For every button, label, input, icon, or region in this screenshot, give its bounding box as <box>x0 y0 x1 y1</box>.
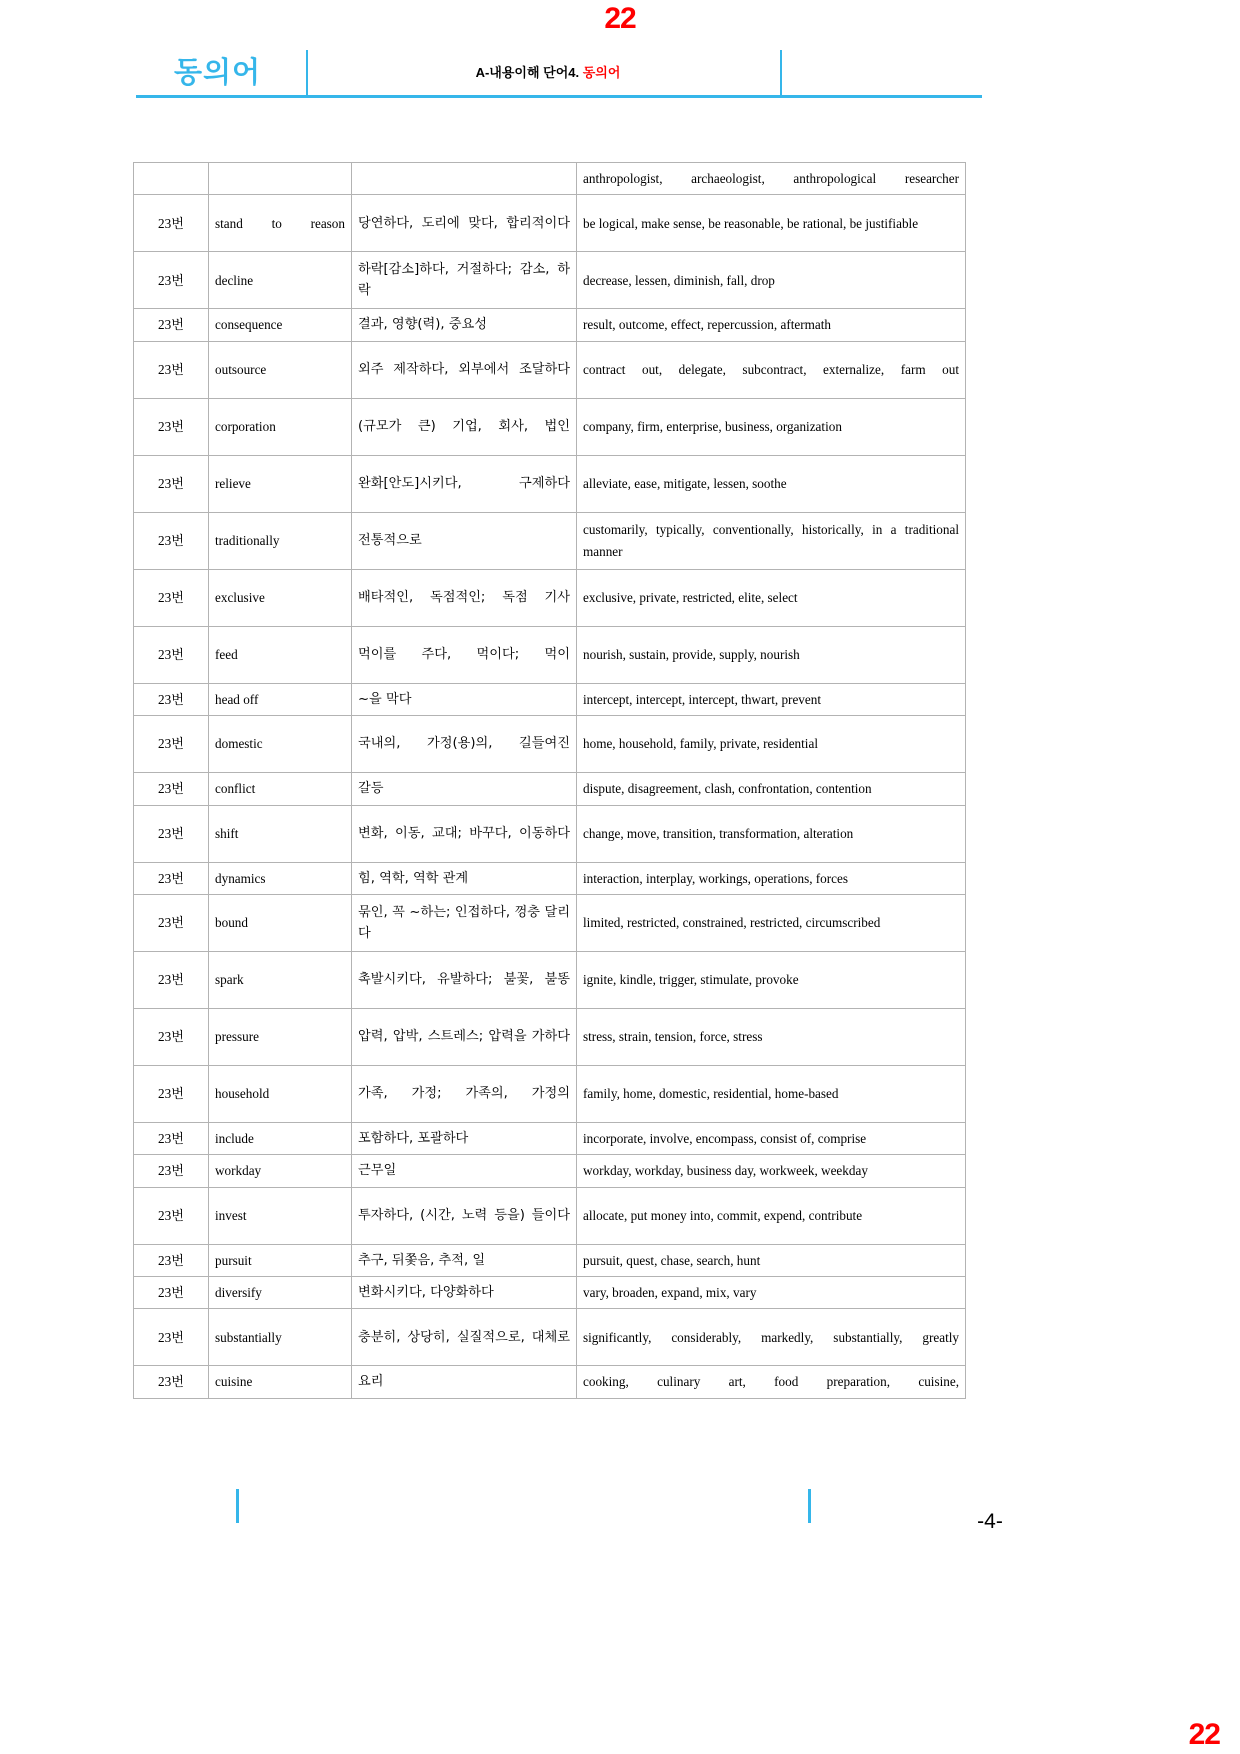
cell-number: 23번 <box>134 252 209 309</box>
cell-number: 23번 <box>134 309 209 341</box>
cell-synonyms: decrease, lessen, diminish, fall, drop <box>577 252 966 309</box>
footer-mark-right <box>808 1489 811 1523</box>
cell-korean-meaning: 요리 <box>352 1366 577 1398</box>
cell-english-word: traditionally <box>209 512 352 569</box>
cell-number: 23번 <box>134 398 209 455</box>
cell-english-word: invest <box>209 1187 352 1244</box>
table-row <box>134 398 966 455</box>
top-page-marker: 22 <box>604 2 636 35</box>
table-row <box>134 951 966 1008</box>
cell-korean-meaning: 결과, 영향(력), 중요성 <box>352 309 577 341</box>
cell-english-word: dynamics <box>209 862 352 894</box>
table-row <box>134 569 966 626</box>
page-number: -4- <box>977 1510 1003 1533</box>
vocabulary-table <box>133 162 966 1399</box>
cell-english-word: decline <box>209 252 352 309</box>
cell-english-word: outsource <box>209 341 352 398</box>
table-row <box>134 195 966 252</box>
cell-synonyms: customarily, typically, conventionally, historically, in a traditional manner <box>577 512 966 569</box>
table-row <box>134 1244 966 1276</box>
cell-synonyms: cooking, culinary art, food preparation, cuisine, <box>577 1366 966 1398</box>
page-header <box>136 48 982 98</box>
table-row <box>134 773 966 805</box>
cell-english-word: conflict <box>209 773 352 805</box>
table-row <box>134 1122 966 1154</box>
cell-korean-meaning: ~을 막다 <box>352 683 577 715</box>
table-row <box>134 309 966 341</box>
cell-english-word: feed <box>209 626 352 683</box>
cell-number: 23번 <box>134 773 209 805</box>
cell-korean-meaning: 근무일 <box>352 1155 577 1187</box>
cell-english-word: corporation <box>209 398 352 455</box>
cell-synonyms: be logical, make sense, be reasonable, be rational, be justifiable <box>577 195 966 252</box>
cell-english-word: pursuit <box>209 1244 352 1276</box>
cell-synonyms: allocate, put money into, commit, expend, contribute <box>577 1187 966 1244</box>
cell-number: 23번 <box>134 716 209 773</box>
table-row <box>134 626 966 683</box>
table-row <box>134 1309 966 1366</box>
cell-number: 23번 <box>134 1155 209 1187</box>
table-row <box>134 1277 966 1309</box>
cell-synonyms: dispute, disagreement, clash, confrontation, contention <box>577 773 966 805</box>
cell-number: 23번 <box>134 626 209 683</box>
cell-korean-meaning: 묶인, 꼭 ~하는; 인접하다, 껑충 달리다 <box>352 894 577 951</box>
cell-number: 23번 <box>134 951 209 1008</box>
cell-synonyms: company, firm, enterprise, business, organization <box>577 398 966 455</box>
cell-english-word: consequence <box>209 309 352 341</box>
cell-korean-meaning: 추구, 뒤쫓음, 추적, 일 <box>352 1244 577 1276</box>
cell-korean-meaning: 당연하다, 도리에 맞다, 합리적이다 <box>352 195 577 252</box>
cell-synonyms: vary, broaden, expand, mix, vary <box>577 1277 966 1309</box>
cell-english-word: cuisine <box>209 1366 352 1398</box>
cell-korean-meaning <box>352 163 577 195</box>
cell-synonyms: change, move, transition, transformation, alteration <box>577 805 966 862</box>
cell-number: 23번 <box>134 569 209 626</box>
table-row <box>134 805 966 862</box>
cell-number: 23번 <box>134 1008 209 1065</box>
cell-number: 23번 <box>134 1366 209 1398</box>
cell-english-word: bound <box>209 894 352 951</box>
bottom-page-marker: 22 <box>1188 1718 1220 1751</box>
cell-korean-meaning: 외주 제작하다, 외부에서 조달하다 <box>352 341 577 398</box>
cell-synonyms: result, outcome, effect, repercussion, aftermath <box>577 309 966 341</box>
cell-english-word: diversify <box>209 1277 352 1309</box>
table-row <box>134 894 966 951</box>
cell-number: 23번 <box>134 862 209 894</box>
cell-english-word: spark <box>209 951 352 1008</box>
cell-english-word <box>209 163 352 195</box>
cell-korean-meaning: 투자하다, (시간, 노력 등을) 들이다 <box>352 1187 577 1244</box>
cell-number: 23번 <box>134 894 209 951</box>
cell-korean-meaning: 촉발시키다, 유발하다; 불꽃, 불똥 <box>352 951 577 1008</box>
header-subtitle <box>316 62 780 81</box>
cell-synonyms: family, home, domestic, residential, home-based <box>577 1065 966 1122</box>
table-row <box>134 455 966 512</box>
table-row <box>134 512 966 569</box>
cell-korean-meaning: 하락[감소]하다, 거절하다; 감소, 하락 <box>352 252 577 309</box>
cell-synonyms: interaction, interplay, workings, operations, forces <box>577 862 966 894</box>
cell-korean-meaning: 먹이를 주다, 먹이다; 먹이 <box>352 626 577 683</box>
cell-synonyms: contract out, delegate, subcontract, externalize, farm out <box>577 341 966 398</box>
cell-korean-meaning: 완화[안도]시키다, 구제하다 <box>352 455 577 512</box>
cell-synonyms: exclusive, private, restricted, elite, select <box>577 569 966 626</box>
cell-korean-meaning: (규모가 큰) 기업, 회사, 법인 <box>352 398 577 455</box>
table-row <box>134 1155 966 1187</box>
cell-number: 23번 <box>134 1187 209 1244</box>
cell-number: 23번 <box>134 455 209 512</box>
cell-korean-meaning: 포함하다, 포괄하다 <box>352 1122 577 1154</box>
cell-synonyms: intercept, intercept, intercept, thwart, prevent <box>577 683 966 715</box>
cell-english-word: pressure <box>209 1008 352 1065</box>
header-divider-right <box>780 50 782 96</box>
cell-korean-meaning: 변화, 이동, 교대; 바꾸다, 이동하다 <box>352 805 577 862</box>
cell-number: 23번 <box>134 512 209 569</box>
cell-english-word: stand to reason <box>209 195 352 252</box>
cell-number: 23번 <box>134 341 209 398</box>
cell-english-word: household <box>209 1065 352 1122</box>
header-rule <box>136 95 982 98</box>
cell-synonyms: anthropologist, archaeologist, anthropological researcher <box>577 163 966 195</box>
cell-english-word: head off <box>209 683 352 715</box>
header-subtitle-highlight: 동의어 <box>582 65 621 80</box>
header-subtitle-main: A-내용이해 단어4. <box>475 65 580 80</box>
cell-synonyms: nourish, sustain, provide, supply, nourish <box>577 626 966 683</box>
cell-english-word: exclusive <box>209 569 352 626</box>
cell-korean-meaning: 갈등 <box>352 773 577 805</box>
table-row <box>134 1008 966 1065</box>
cell-english-word: domestic <box>209 716 352 773</box>
cell-korean-meaning: 배타적인, 독점적인; 독점 기사 <box>352 569 577 626</box>
cell-korean-meaning: 국내의, 가정(용)의, 길들여진 <box>352 716 577 773</box>
cell-korean-meaning: 압력, 압박, 스트레스; 압력을 가하다 <box>352 1008 577 1065</box>
cell-korean-meaning: 전통적으로 <box>352 512 577 569</box>
cell-number <box>134 163 209 195</box>
cell-english-word: include <box>209 1122 352 1154</box>
cell-number: 23번 <box>134 195 209 252</box>
cell-korean-meaning: 변화시키다, 다양화하다 <box>352 1277 577 1309</box>
cell-number: 23번 <box>134 805 209 862</box>
cell-korean-meaning: 힘, 역학, 역학 관계 <box>352 862 577 894</box>
cell-synonyms: limited, restricted, constrained, restricted, circumscribed <box>577 894 966 951</box>
cell-synonyms: pursuit, quest, chase, search, hunt <box>577 1244 966 1276</box>
cell-english-word: relieve <box>209 455 352 512</box>
cell-number: 23번 <box>134 1244 209 1276</box>
table-row <box>134 1065 966 1122</box>
cell-korean-meaning: 충분히, 상당히, 실질적으로, 대체로 <box>352 1309 577 1366</box>
table-row <box>134 683 966 715</box>
table-row <box>134 1187 966 1244</box>
cell-synonyms: stress, strain, tension, force, stress <box>577 1008 966 1065</box>
cell-number: 23번 <box>134 1065 209 1122</box>
header-divider-left <box>306 50 308 96</box>
table-row <box>134 862 966 894</box>
cell-number: 23번 <box>134 1309 209 1366</box>
table-row <box>134 716 966 773</box>
cell-korean-meaning: 가족, 가정; 가족의, 가정의 <box>352 1065 577 1122</box>
table-row <box>134 341 966 398</box>
table-row <box>134 163 966 195</box>
cell-synonyms: alleviate, ease, mitigate, lessen, soothe <box>577 455 966 512</box>
cell-english-word: workday <box>209 1155 352 1187</box>
cell-number: 23번 <box>134 683 209 715</box>
cell-synonyms: home, household, family, private, residential <box>577 716 966 773</box>
cell-synonyms: incorporate, involve, encompass, consist of, comprise <box>577 1122 966 1154</box>
cell-number: 23번 <box>134 1277 209 1309</box>
cell-synonyms: ignite, kindle, trigger, stimulate, provoke <box>577 951 966 1008</box>
table-row <box>134 252 966 309</box>
cell-synonyms: workday, workday, business day, workweek, weekday <box>577 1155 966 1187</box>
header-title: 동의어 <box>174 57 262 89</box>
cell-english-word: substantially <box>209 1309 352 1366</box>
cell-number: 23번 <box>134 1122 209 1154</box>
cell-synonyms: significantly, considerably, markedly, substantially, greatly <box>577 1309 966 1366</box>
cell-english-word: shift <box>209 805 352 862</box>
table-row <box>134 1366 966 1398</box>
footer-mark-left <box>236 1489 239 1523</box>
vocabulary-table-body <box>134 163 966 1399</box>
